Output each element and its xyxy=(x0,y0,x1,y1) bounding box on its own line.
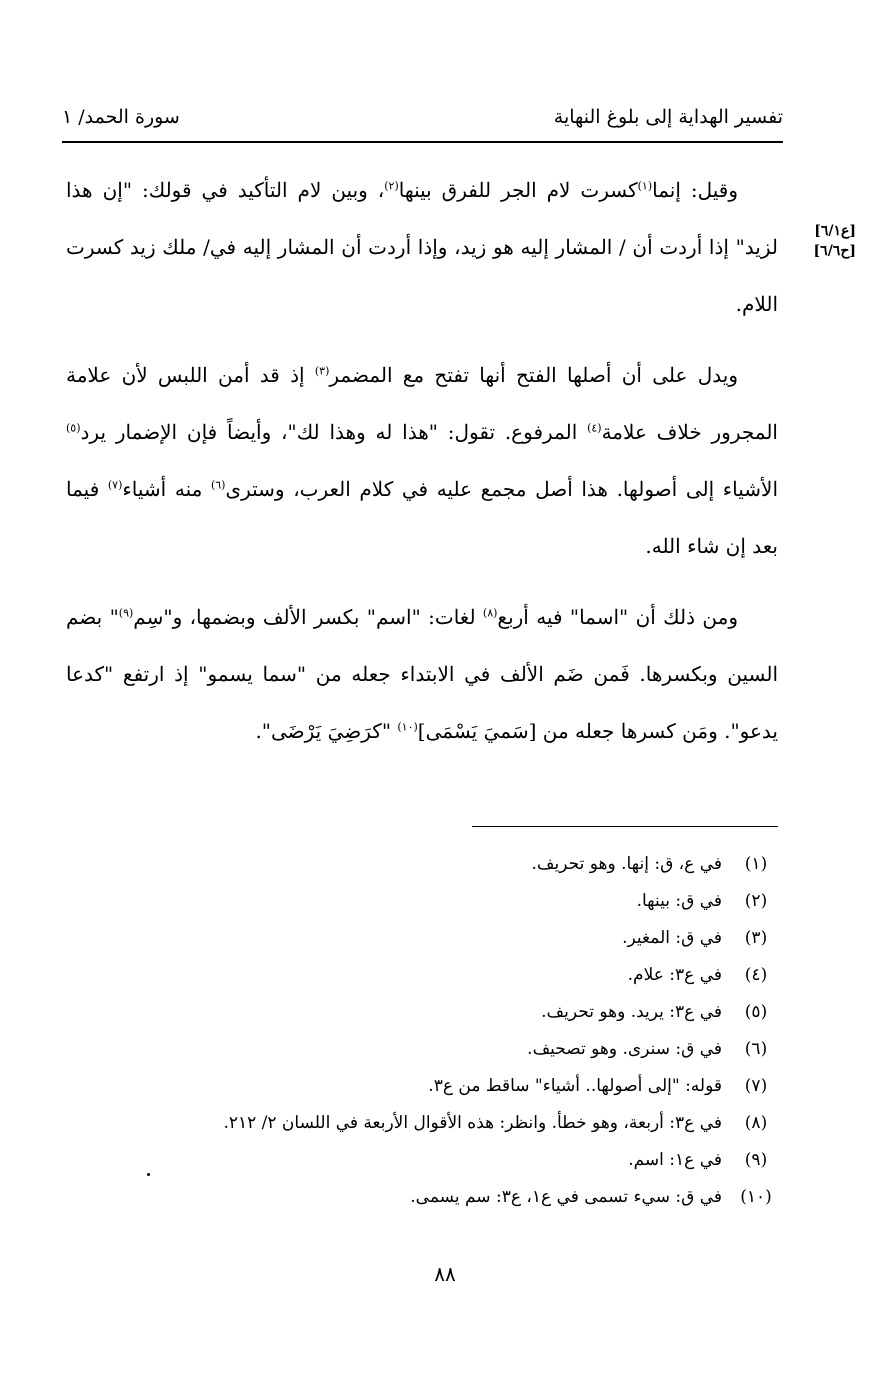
main-text xyxy=(66,162,778,774)
stray-ink-dot xyxy=(147,1173,150,1176)
footnote-number: (٥) xyxy=(744,1002,768,1022)
footnote-number: (٨) xyxy=(744,1113,768,1133)
footnote-ref-3: (٣) xyxy=(314,364,330,378)
footnote-text: في ق: سنرى. وهو تصحيف. xyxy=(527,1039,722,1059)
footnote-ref-5: (٥) xyxy=(66,421,81,435)
footnote-number: (٢) xyxy=(744,891,768,911)
footnote-text: في ق: المغير. xyxy=(622,928,722,948)
footnote-item xyxy=(150,846,778,883)
footnote-number: (٤) xyxy=(744,965,768,985)
footnote-item xyxy=(150,1105,778,1142)
footnote-item xyxy=(150,883,778,920)
text-run: ويدل على أن أصلها الفتح أنها تفتح مع المضمر xyxy=(329,363,738,387)
running-head xyxy=(62,100,783,134)
surah-part: سورة الحمد/ ١ xyxy=(62,106,180,128)
footnote-item xyxy=(150,994,778,1031)
footnote-item xyxy=(150,1179,778,1216)
text-run: " بضم السين وبكسرها. فَمن ضَم الألف في الابتداء جعله من "سما يسمو" إذ ارتفع "كدعا يدعو". ومَن كسرها جعله من [سَميَ يَسْمَى] xyxy=(66,605,778,743)
footnote-text: في ع، ق: إنها. وهو تحريف. xyxy=(531,854,722,874)
footnote-number: (٩) xyxy=(744,1150,768,1170)
text-run: المرفوع. تقول: "هذا له وهذا لك"، وأيضاً فإن الإضمار يرد xyxy=(80,420,588,444)
footnote-item xyxy=(150,1142,778,1179)
text-run: ، وبين لام التأكيد في قولك: "إن هذا لزيد" إذا أردت أن / المشار إليه هو زيد، وإذا أردت أن المشار إليه في/ ملك زيد كسرت اللام. xyxy=(66,178,778,316)
footnote-text: قوله: "إلى أصولها.. أشياء" ساقط من ع٣. xyxy=(428,1076,722,1096)
footnote-text: في ع٣: أربعة، وهو خطأ. وانظر: هذه الأقوال الأربعة في اللسان ٢/ ٢١٢. xyxy=(223,1113,722,1133)
footnote-number: (٦) xyxy=(744,1039,768,1059)
marginal-references xyxy=(796,221,856,261)
marginal-ref-1: [ع٦/١] xyxy=(814,223,856,239)
text-run: فيما بعد إن شاء الله. xyxy=(66,477,778,558)
footnote-ref-10: (١٠) xyxy=(397,720,418,734)
footnote-ref-9: (٩) xyxy=(118,606,134,620)
footnote-item xyxy=(150,1068,778,1105)
footnote-separator xyxy=(472,826,778,827)
footnote-item xyxy=(150,1031,778,1068)
footnote-ref-6: (٦) xyxy=(210,478,226,492)
text-run: إذ قد أمن اللبس لأن علامة المجرور خلاف علامة xyxy=(66,363,778,444)
footnote-number: (١) xyxy=(744,854,768,874)
text-run: منه أشياء xyxy=(122,477,211,501)
footnote-ref-1: (١) xyxy=(637,179,653,193)
header-rule xyxy=(62,141,783,143)
marginal-ref-2: [ح٦/٦] xyxy=(813,243,856,259)
footnote-ref-8: (٨) xyxy=(482,606,498,620)
footnote-text: في ع١: اسم. xyxy=(628,1150,722,1170)
footnote-text: في ع٣: علام. xyxy=(627,965,722,985)
text-run: وقيل: إنما xyxy=(652,178,739,202)
footnote-item xyxy=(150,957,778,994)
footnote-text: في ق: بينها. xyxy=(636,891,722,911)
text-run: ومن ذلك أن "اسما" فيه أربع xyxy=(497,605,738,629)
text-run: لغات: "اسم" بكسر الألف وبضمها، و"سِم xyxy=(133,605,483,629)
page-number: ٨٨ xyxy=(434,1262,456,1286)
paragraph-2 xyxy=(66,347,778,575)
footnote-text: في ق: سيء تسمى في ع١، ع٣: سم يسمى. xyxy=(410,1187,722,1207)
text-run: كسرت لام الجر للفرق بينها xyxy=(398,178,638,202)
footnote-ref-7: (٧) xyxy=(107,478,123,492)
paragraph-3 xyxy=(66,589,778,760)
footnote-text: في ع٣: يريد. وهو تحريف. xyxy=(541,1002,722,1022)
footnote-number: (٧) xyxy=(744,1076,768,1096)
text-run: "كرَضِيَ يَرْضَى". xyxy=(255,719,398,743)
footnote-item xyxy=(150,920,778,957)
footnote-number: (٣) xyxy=(744,928,768,948)
footnote-ref-2: (٢) xyxy=(384,179,399,193)
footnote-ref-4: (٤) xyxy=(587,421,602,435)
footnote-number: (١٠) xyxy=(740,1187,772,1207)
footnotes xyxy=(150,846,778,1216)
paragraph-1 xyxy=(66,162,778,333)
book-title: تفسير الهداية إلى بلوغ النهاية xyxy=(553,106,783,128)
text-run: الأشياء إلى أصولها. هذا أصل مجمع عليه في كلام العرب، وسترى xyxy=(225,477,779,501)
